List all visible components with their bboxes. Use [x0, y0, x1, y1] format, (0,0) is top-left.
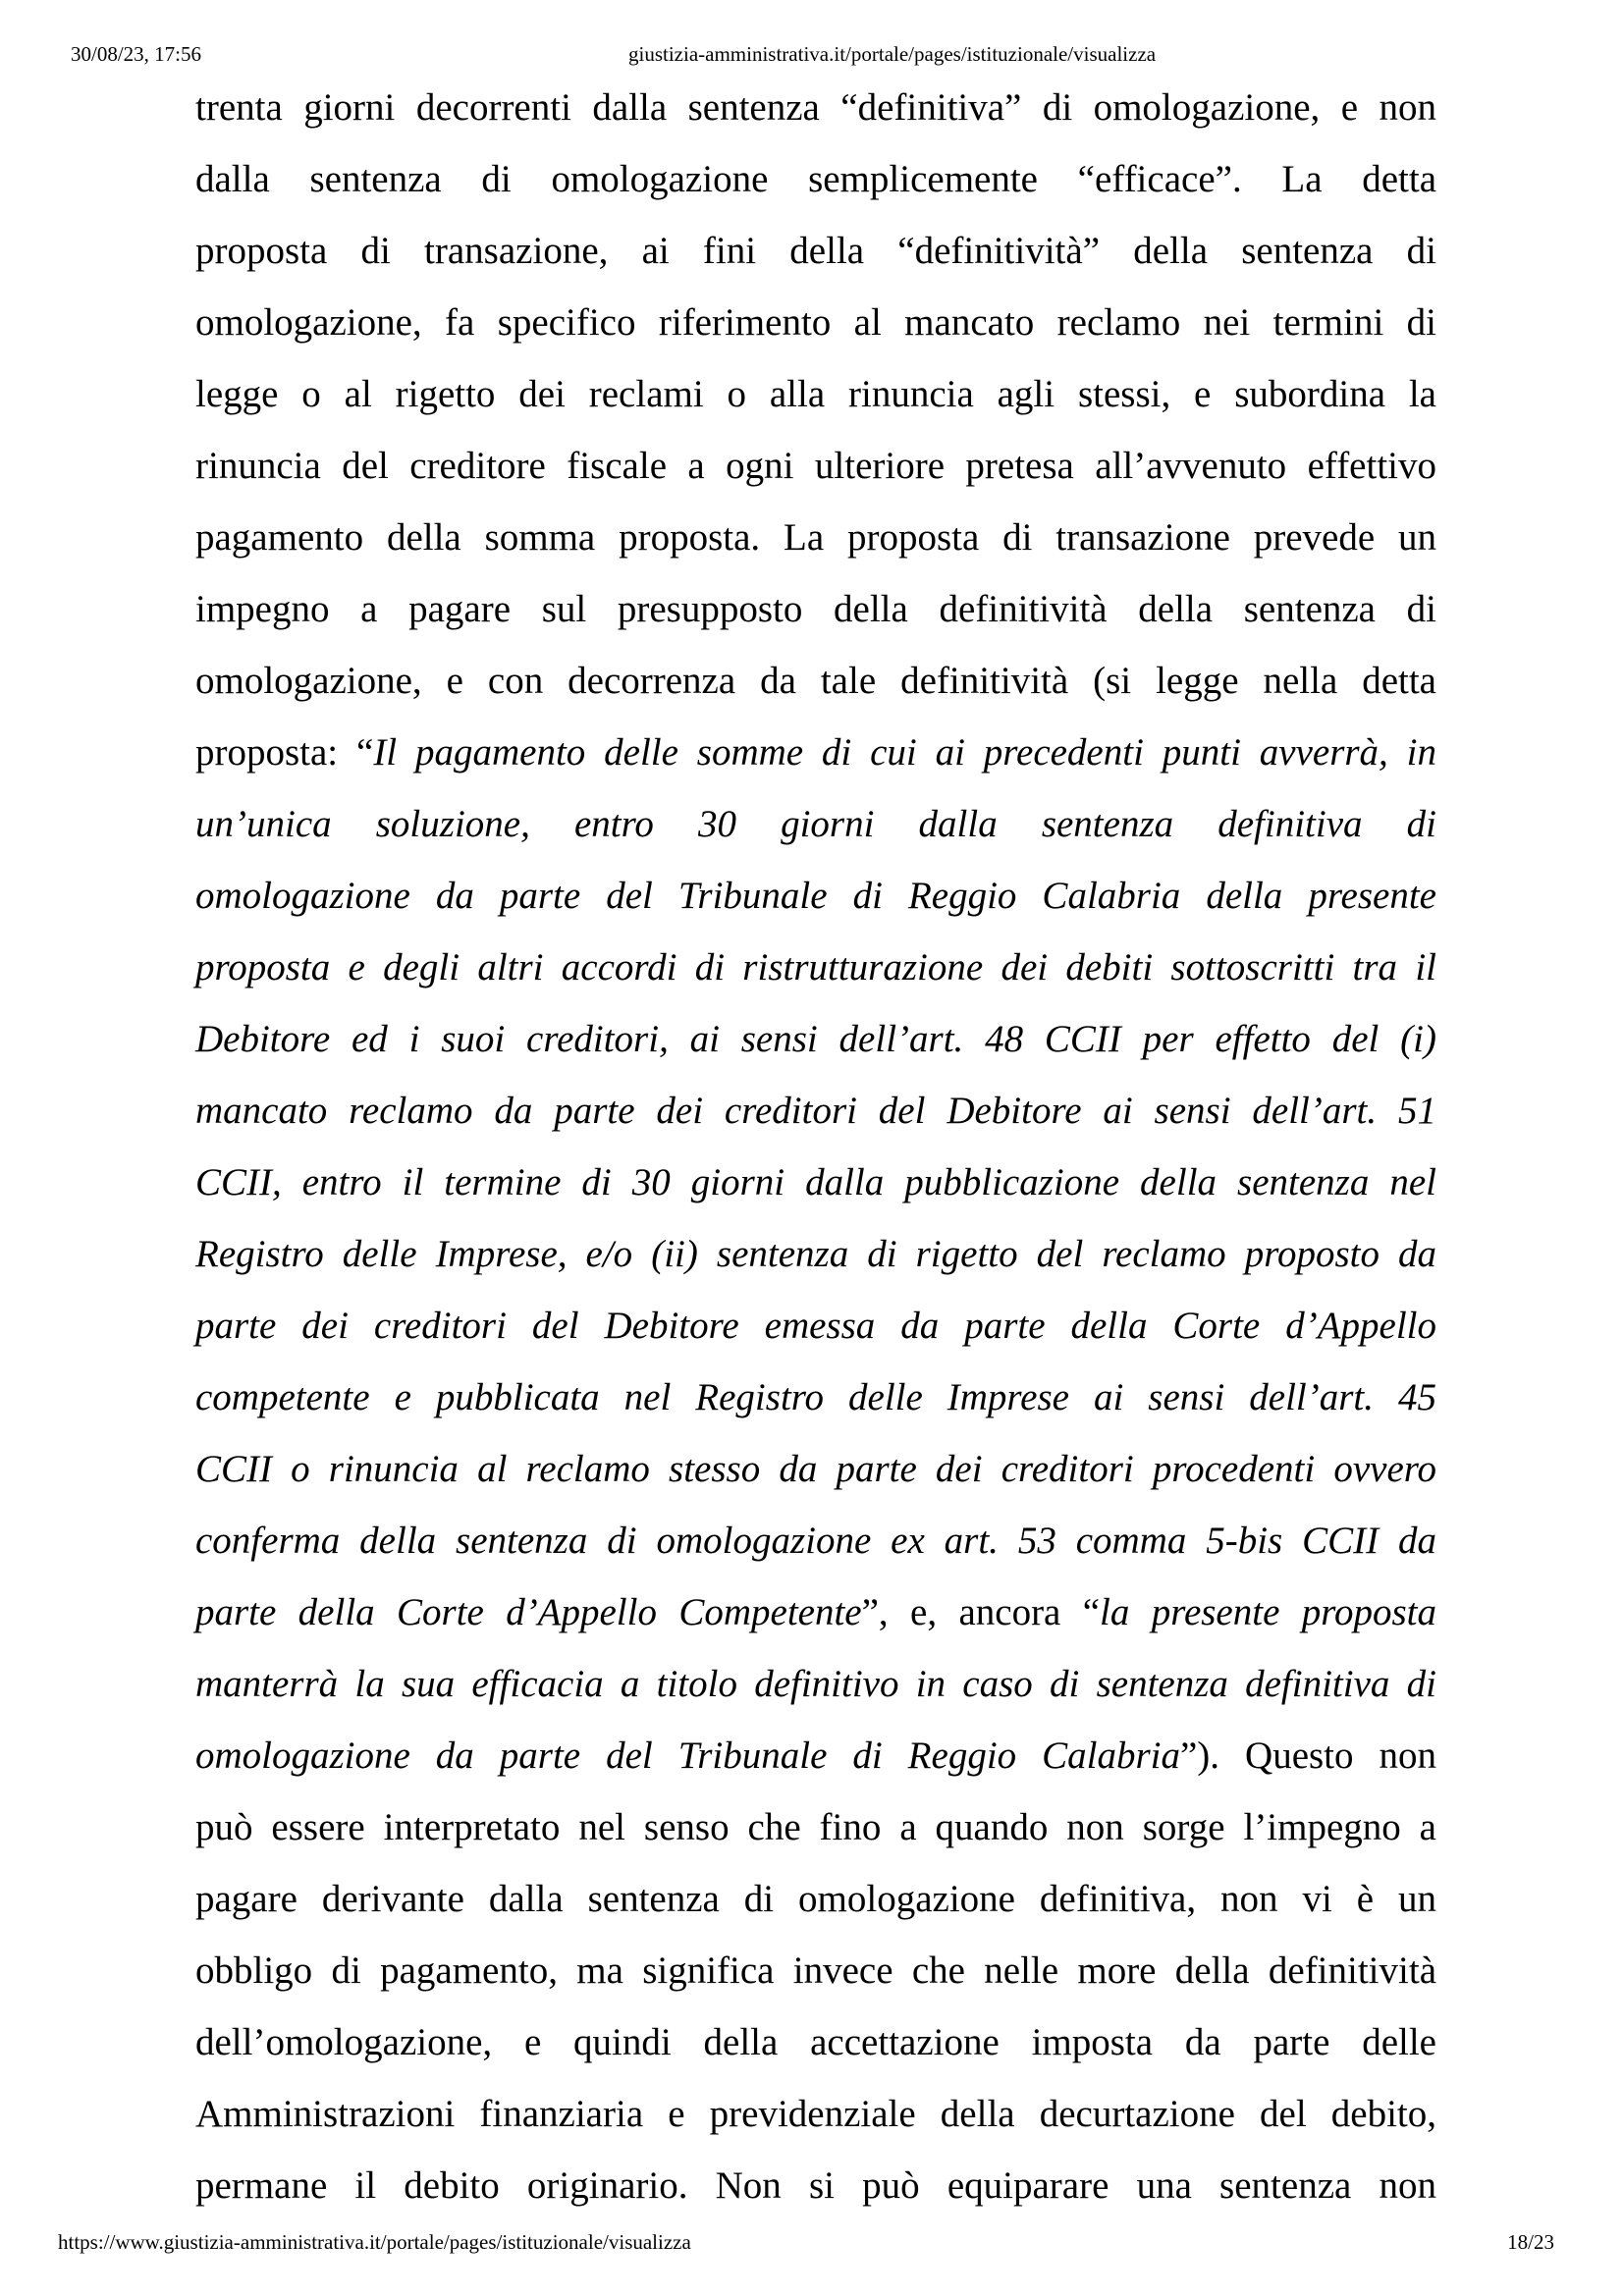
text-segment-italic: manterrà la sua efficacia a titolo definitivo in caso di sentenza definitiva di: [195, 1663, 1436, 1705]
text-segment-italic: CCII, entro il termine di 30 giorni dalla pubblicazione della sentenza nel: [195, 1161, 1436, 1203]
text-segment: dalla sentenza di omologazione semplicemente “efficace”. La detta: [195, 158, 1436, 200]
text-line: [195, 2006, 1436, 2078]
text-line: [195, 573, 1436, 645]
text-line: [195, 1362, 1436, 1433]
text-segment-italic: mancato reclamo da parte dei creditori del Debitore ai sensi dell’art. 51: [195, 1090, 1436, 1132]
header-source-path: giustizia-amministrativa.it/portale/pages/istituzionale/visualizza: [628, 42, 1157, 66]
text-segment-italic: parte dei creditori del Debitore emessa da parte della Corte d’Appello: [195, 1305, 1436, 1347]
text-line: [195, 2078, 1436, 2150]
text-line: [195, 645, 1436, 717]
text-segment-italic: la presente proposta: [1100, 1591, 1436, 1633]
text-line: [195, 860, 1436, 932]
footer-page-number: 18/23: [1507, 2230, 1554, 2254]
text-line: [195, 1075, 1436, 1147]
text-segment-italic: competente e pubblicata nel Registro delle Imprese ai sensi dell’art. 45: [195, 1376, 1436, 1418]
text-segment: proposta: “: [195, 731, 374, 774]
text-line: [195, 287, 1436, 358]
text-segment: Amministrazioni finanziaria e previdenziale della decurtazione del debito,: [195, 2093, 1436, 2135]
text-line: [195, 1505, 1436, 1576]
document-text: [195, 72, 1436, 2221]
text-line: [195, 143, 1436, 215]
text-line: [195, 1791, 1436, 1863]
text-line: [195, 1003, 1436, 1075]
text-segment: può essere interpretato nel senso che fino a quando non sorge l’impegno a: [195, 1806, 1436, 1848]
text-line: [195, 1290, 1436, 1362]
text-segment: proposta di transazione, ai fini della “definitività” della sentenza di: [195, 230, 1436, 272]
text-segment-italic: omologazione da parte del Tribunale di Reggio Calabria della presente: [195, 875, 1436, 917]
text-segment-italic: proposta e degli altri accordi di ristrutturazione dei debiti sottoscritti tra il: [195, 946, 1436, 988]
footer-url: https://www.giustizia-amministrativa.it/portale/pages/istituzionale/visualizza: [58, 2230, 691, 2254]
text-segment: permane il debito originario. Non si può equiparare una sentenza non: [195, 2164, 1436, 2207]
text-segment: trenta giorni decorrenti dalla sentenza “definitiva” di omologazione, e non: [195, 86, 1436, 129]
text-segment: impegno a pagare sul presupposto della definitività della sentenza di: [195, 588, 1436, 630]
text-segment: omologazione, e con decorrenza da tale definitività (si legge nella detta: [195, 660, 1436, 702]
text-line: [195, 2150, 1436, 2221]
text-segment-italic: conferma della sentenza di omologazione ex art. 53 comma 5-bis CCII da: [195, 1520, 1436, 1562]
text-segment-italic: Debitore ed i suoi creditori, ai sensi dell’art. 48 CCII per effetto del (i): [195, 1018, 1436, 1060]
text-segment: ”). Questo non: [1180, 1735, 1436, 1777]
header-datetime: 30/08/23, 17:56: [71, 42, 202, 66]
text-segment: dell’omologazione, e quindi della accettazione imposta da parte delle: [195, 2021, 1436, 2063]
text-line: [195, 1147, 1436, 1218]
text-segment: obbligo di pagamento, ma significa invece che nelle more della definitività: [195, 1949, 1436, 1992]
text-line: [195, 717, 1436, 788]
text-line: [195, 788, 1436, 860]
text-segment-italic: Il pagamento delle somme di cui ai precedenti punti avverrà, in: [373, 731, 1436, 774]
text-line: [195, 1433, 1436, 1505]
text-line: [195, 430, 1436, 502]
text-segment: rinuncia del creditore fiscale a ogni ulteriore pretesa all’avvenuto effettivo: [195, 445, 1436, 487]
text-line: [195, 72, 1436, 143]
text-line: [195, 1576, 1436, 1648]
text-line: [195, 1720, 1436, 1791]
text-line: [195, 1648, 1436, 1720]
text-segment-italic: omologazione da parte del Tribunale di Reggio Calabria: [195, 1735, 1180, 1777]
text-line: [195, 1935, 1436, 2006]
text-line: [195, 1218, 1436, 1290]
text-line: [195, 358, 1436, 430]
text-line: [195, 215, 1436, 287]
text-segment-italic: un’unica soluzione, entro 30 giorni dalla sentenza definitiva di: [195, 803, 1436, 845]
text-segment-italic: Registro delle Imprese, e/o (ii) sentenza di rigetto del reclamo proposto da: [195, 1233, 1436, 1275]
text-segment: pagare derivante dalla sentenza di omologazione definitiva, non vi è un: [195, 1878, 1436, 1920]
text-segment: pagamento della somma proposta. La proposta di transazione prevede un: [195, 516, 1436, 559]
text-line: [195, 932, 1436, 1003]
text-segment: legge o al rigetto dei reclami o alla rinuncia agli stessi, e subordina la: [195, 373, 1436, 415]
text-line: [195, 502, 1436, 573]
text-segment-italic: parte della Corte d’Appello Competente: [195, 1591, 862, 1633]
text-segment-italic: CCII o rinuncia al reclamo stesso da parte dei creditori procedenti ovvero: [195, 1448, 1436, 1490]
text-segment: omologazione, fa specifico riferimento al mancato reclamo nei termini di: [195, 301, 1436, 344]
text-segment: ”, e, ancora “: [861, 1591, 1101, 1633]
text-line: [195, 1863, 1436, 1935]
